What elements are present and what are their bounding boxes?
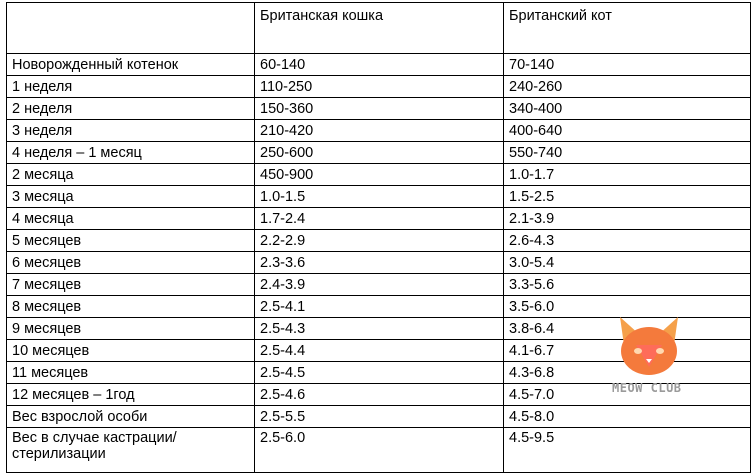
age-cell: 2 месяца (7, 164, 255, 186)
table-row (7, 164, 751, 186)
female-weight-cell: 150-360 (255, 98, 504, 120)
table-row (7, 76, 751, 98)
male-weight-cell: 4.5-8.0 (504, 406, 751, 428)
age-cell: Вес в случае кастрации/стерилизации (7, 428, 255, 473)
male-weight-cell: 70-140 (504, 54, 751, 76)
table-row (7, 406, 751, 428)
male-weight-cell: 550-740 (504, 142, 751, 164)
female-weight-cell: 250-600 (255, 142, 504, 164)
age-cell: 10 месяцев (7, 340, 255, 362)
table-row (7, 186, 751, 208)
age-cell: 1 неделя (7, 76, 255, 98)
age-cell: Новорожденный котенок (7, 54, 255, 76)
male-weight-cell: 1.0-1.7 (504, 164, 751, 186)
female-weight-cell: 2.2-2.9 (255, 230, 504, 252)
male-weight-cell: 4.1-6.7 (504, 340, 751, 362)
header-cell-male: Британский кот (504, 3, 751, 54)
age-cell: 8 месяцев (7, 296, 255, 318)
male-weight-cell: 240-260 (504, 76, 751, 98)
header-cell-female: Британская кошка (255, 3, 504, 54)
male-weight-cell: 400-640 (504, 120, 751, 142)
age-cell: 4 месяца (7, 208, 255, 230)
table-row (7, 54, 751, 76)
age-cell: 7 месяцев (7, 274, 255, 296)
table-row (7, 274, 751, 296)
male-weight-cell: 4.5-9.5 (504, 428, 751, 473)
male-weight-cell: 1.5-2.5 (504, 186, 751, 208)
table-header-row (7, 3, 751, 54)
female-weight-cell: 60-140 (255, 54, 504, 76)
female-weight-cell: 2.5-4.1 (255, 296, 504, 318)
table-row (7, 428, 751, 473)
female-weight-cell: 2.5-4.4 (255, 340, 504, 362)
watermark-text: MEOW CLUB (612, 381, 682, 395)
table-row (7, 252, 751, 274)
female-weight-cell: 2.3-3.6 (255, 252, 504, 274)
female-weight-cell: 110-250 (255, 76, 504, 98)
header-cell-blank (7, 3, 255, 54)
male-weight-cell: 3.0-5.4 (504, 252, 751, 274)
age-cell: 3 неделя (7, 120, 255, 142)
male-weight-cell: 4.5-7.0 (504, 384, 751, 406)
age-cell: 9 месяцев (7, 318, 255, 340)
table-row (7, 208, 751, 230)
age-cell: 5 месяцев (7, 230, 255, 252)
female-weight-cell: 450-900 (255, 164, 504, 186)
age-cell: 4 неделя – 1 месяц (7, 142, 255, 164)
male-weight-cell: 3.5-6.0 (504, 296, 751, 318)
cat-face-logo-icon (616, 315, 682, 377)
table-row (7, 230, 751, 252)
male-weight-cell: 2.1-3.9 (504, 208, 751, 230)
male-weight-cell: 3.3-5.6 (504, 274, 751, 296)
male-weight-cell: 2.6-4.3 (504, 230, 751, 252)
table-row (7, 142, 751, 164)
kitten-weight-table (6, 2, 751, 473)
male-weight-cell: 340-400 (504, 98, 751, 120)
age-cell: 6 месяцев (7, 252, 255, 274)
female-weight-cell: 210-420 (255, 120, 504, 142)
female-weight-cell: 2.5-5.5 (255, 406, 504, 428)
table-row (7, 98, 751, 120)
age-cell: 3 месяца (7, 186, 255, 208)
female-weight-cell: 2.5-4.6 (255, 384, 504, 406)
age-cell: 2 неделя (7, 98, 255, 120)
male-weight-cell: 3.8-6.4 (504, 318, 751, 340)
table-row (7, 120, 751, 142)
female-weight-cell: 1.7-2.4 (255, 208, 504, 230)
age-cell: 12 месяцев – 1год (7, 384, 255, 406)
age-cell: Вес взрослой особи (7, 406, 255, 428)
female-weight-cell: 2.5-6.0 (255, 428, 504, 473)
female-weight-cell: 1.0-1.5 (255, 186, 504, 208)
male-weight-cell: 4.3-6.8 (504, 362, 751, 384)
female-weight-cell: 2.5-4.5 (255, 362, 504, 384)
female-weight-cell: 2.5-4.3 (255, 318, 504, 340)
age-cell: 11 месяцев (7, 362, 255, 384)
female-weight-cell: 2.4-3.9 (255, 274, 504, 296)
meow-club-watermark (612, 315, 692, 400)
